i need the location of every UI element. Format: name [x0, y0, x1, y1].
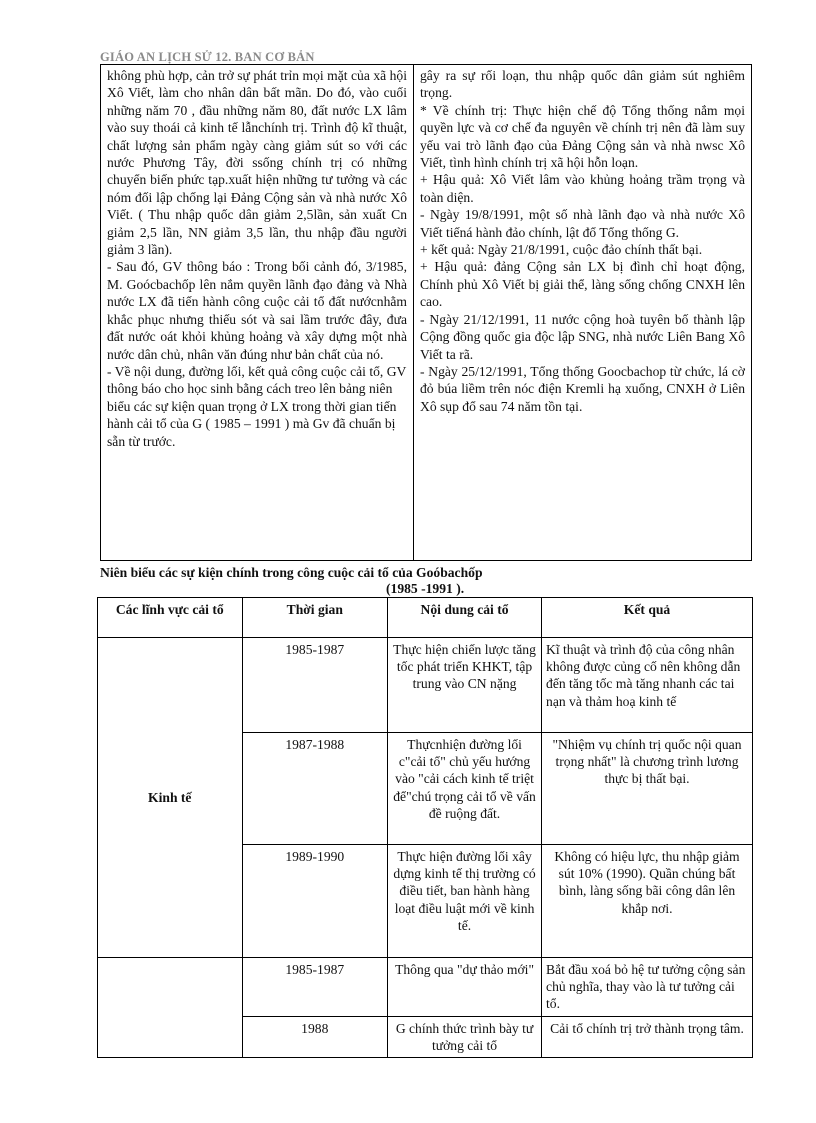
left-paragraph: - Về nội dung, đường lối, kết quả công cuộc cải tổ, GV thông báo cho học sinh bằng cách treo lên bảng niên biểu các sự kiện quan trọng ở LX trong thời gian tiến hành cải tổ của G ( 1985 – 1991 ) mà Gv đã chuẩn bị sẵn từ trước. — [107, 363, 407, 449]
content-cell: Thựcnhiện đường lối c"cải tổ" chủ yếu hướng vào "cải cách kinh tế triệt để"chú trọng cải tổ về vấn đề ruộng đất. — [388, 733, 542, 845]
area-politics — [98, 958, 243, 1058]
header-result: Kết quả — [542, 598, 753, 638]
left-column — [101, 65, 414, 560]
time-cell: 1988 — [242, 1016, 388, 1057]
caption-years: (1985 -1991 ). — [386, 581, 465, 596]
page-header: GIÁO AN LỊCH SỬ 12. BAN CƠ BẢN — [100, 50, 315, 64]
time-cell: 1985-1987 — [242, 638, 388, 733]
time-cell: 1987-1988 — [242, 733, 388, 845]
result-cell: Cải tổ chính trị trở thành trọng tâm. — [542, 1016, 753, 1057]
right-paragraph: + Hậu quả: đảng Cộng sản LX bị đình chỉ hoạt động, Chính phủ Xô Viết bị giải thể, làng sống chống CNXH lên cao. — [420, 259, 745, 310]
content-cell: Thông qua "dự thảo mới" — [388, 958, 542, 1017]
time-cell: 1985-1987 — [242, 958, 388, 1017]
table-row — [98, 958, 753, 1017]
content-cell: Thực hiện chiến lược tăng tốc phát triển KHKT, tập trung vào CN nặng — [388, 638, 542, 733]
right-column — [414, 65, 751, 560]
content-cell: G chính thức trình bày tư tưởng cải tổ — [388, 1016, 542, 1057]
table-header-row — [98, 598, 753, 638]
left-paragraph: không phù hợp, cản trở sự phát trỉn mọi mặt của xã hội Xô Viết, làm cho nhân dân bất mãn. Do đó, vào cuối những năm 70 , đầu những năm 80, đất nước LX lâm vào suy thoái cả kinh tế lẫnchính trị. Trình độ kĩ thuật, chất lượng sản phẩm ngày càng giảm sút so với các nước Phương Tây, đời ssống chính trị có những chuyển biến phức tạp.xuất hiện những tư tưởng và các nóm đối lập chống lại Đảng Cộng sản và nhà nước Xô Viết. ( Thu nhập quốc dân giảm 2,5lần, sản xuất Cn giảm 2,5 lần, NN giảm 3,5 lần, thu nhập đầu người giảm 3 lần). — [107, 68, 407, 258]
reform-events-table — [97, 597, 753, 1058]
right-paragraph: gây ra sự rối loạn, thu nhập quốc dân giảm sút nghiêm trọng. — [420, 68, 745, 101]
result-cell: Kĩ thuật và trình độ của công nhân không được củng cố nên không dẫn đến tăng tốc mà tăng nhanh các tai nạn và thảm hoạ kinh tế — [542, 638, 753, 733]
header-time: Thời gian — [242, 598, 388, 638]
right-paragraph: + kết quả: Ngày 21/8/1991, cuộc đảo chính thất bại. — [420, 242, 703, 258]
result-cell: Bắt đầu xoá bỏ hệ tư tưởng cộng sản chủ nghĩa, thay vào là tư tưởng cải tổ. — [542, 958, 753, 1017]
header-content: Nội dung cải tổ — [388, 598, 542, 638]
header-area: Các lĩnh vực cải tổ — [98, 598, 243, 638]
table-row — [98, 638, 753, 733]
caption-title: Niên biểu các sự kiện chính trong công cuộc cải tổ của Goóbachốp — [100, 565, 483, 580]
right-paragraph: * Về chính trị: Thực hiện chế độ Tổng thống nắm mọi quyền lực và cơ chế đa nguyên về chính trị nên đã làm suy yếu vai trò lãnh đạo của Đảng Cộng sản và nhà nwsc Xô Viết, tình hình chính trị xã hội hỗn loạn. — [420, 102, 745, 171]
result-cell: Không có hiệu lực, thu nhập giảm sút 10% (1990). Quần chúng bất bình, làng sống bãi công dân lên khắp nơi. — [542, 845, 753, 958]
result-cell: "Nhiệm vụ chính trị quốc nội quan trọng nhất" là chương trình lương thực bị thất bại. — [542, 733, 753, 845]
lesson-two-column-table — [100, 64, 752, 561]
right-paragraph: - Ngày 25/12/1991, Tổng thống Goocbachop từ chức, lá cờ đỏ búa liềm trên nóc điện Kremli hạ xuống, CNXH ở Liên Xô sụp đổ sau 74 năm tồn tại. — [420, 363, 745, 414]
left-paragraph: - Sau đó, GV thông báo : Trong bối cảnh đó, 3/1985, M. Goócbachốp lên nắm quyền lãnh đạo đảng và Nhà nước LX đã tiến hành công cuộc cải tổ đất nướcnhằm khắc phục nhưng thiếu sót và sai lầm trước đây, đưa đất nước oát khỏi khủng hoảng và xây dựng một nhà nước dân chủ, nhân văn đúng như bản chất của nó. — [107, 259, 407, 362]
area-economy: Kinh tế — [98, 638, 243, 958]
right-paragraph: - Ngày 21/12/1991, 11 nước cộng hoà tuyên bố thành lập Cộng đồng quốc gia độc lập SNG, nhà nước Liên Bang Xô Viết ta rã. — [420, 311, 745, 362]
right-paragraph: - Ngày 19/8/1991, một số nhà lãnh đạo và nhà nước Xô Viết tiếná hành đảo chính, lật đổ Tổng thống G. — [420, 207, 745, 240]
content-cell: Thực hiện đường lối xây dựng kinh tế thị trường có điều tiết, ban hành hàng loạt điều luật mới về kinh tế. — [388, 845, 542, 958]
table-caption — [100, 565, 752, 597]
time-cell: 1989-1990 — [242, 845, 388, 958]
right-paragraph: + Hậu quả: Xô Viết lâm vào khủng hoảng trầm trọng và toàn diện. — [420, 172, 745, 205]
